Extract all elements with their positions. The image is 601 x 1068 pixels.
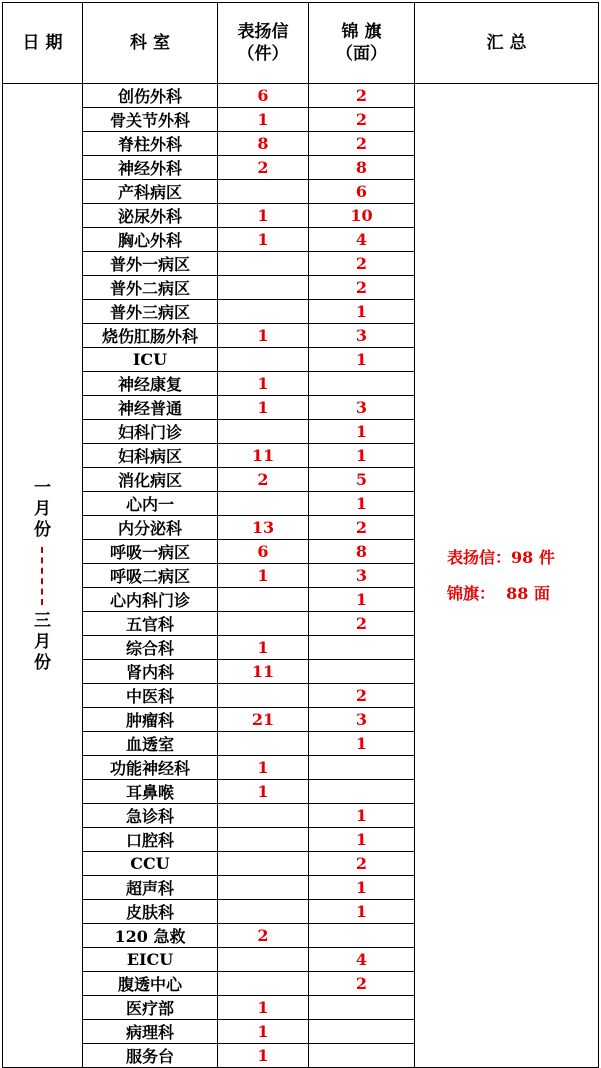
department-cell: 功能神经科 (83, 756, 218, 780)
table-row (3, 84, 599, 108)
banners-count-cell: 3 (309, 708, 415, 732)
department-cell: 病理科 (83, 1020, 218, 1044)
letters-count-cell (218, 876, 309, 900)
letters-count-cell (218, 732, 309, 756)
letters-count-cell (218, 276, 309, 300)
banners-count-cell (309, 756, 415, 780)
department-cell: 心内科门诊 (83, 588, 218, 612)
period-start-char: 月 (34, 498, 51, 519)
department-cell: 普外二病区 (83, 276, 218, 300)
letters-count-cell: 1 (218, 108, 309, 132)
department-cell: 心内一 (83, 492, 218, 516)
department-cell: 呼吸一病区 (83, 540, 218, 564)
header-banners-title: 锦 旗 (341, 22, 382, 42)
banners-count-cell: 1 (309, 444, 415, 468)
period-end-char: 份 (34, 652, 51, 673)
letters-count-cell (218, 492, 309, 516)
banners-count-cell (309, 636, 415, 660)
banners-count-cell: 2 (309, 84, 415, 108)
banners-count-cell (309, 1020, 415, 1044)
banners-count-cell: 2 (309, 276, 415, 300)
department-cell: 妇科病区 (83, 444, 218, 468)
header-banners-unit: （面） (336, 44, 387, 64)
department-cell: 急诊科 (83, 804, 218, 828)
letters-count-cell: 1 (218, 396, 309, 420)
letters-count-cell: 8 (218, 132, 309, 156)
department-cell: 医疗部 (83, 996, 218, 1020)
banners-count-cell (309, 924, 415, 948)
summary-cell (415, 84, 599, 1068)
letters-count-cell (218, 684, 309, 708)
banners-count-cell: 1 (309, 492, 415, 516)
letters-count-cell: 1 (218, 324, 309, 348)
date-range-cell (3, 84, 83, 1068)
department-cell: 耳鼻喉 (83, 780, 218, 804)
banners-count-cell: 2 (309, 252, 415, 276)
period-end-char: 月 (34, 631, 51, 652)
letters-count-cell: 1 (218, 1020, 309, 1044)
banners-count-cell (309, 780, 415, 804)
department-cell: 创伤外科 (83, 84, 218, 108)
banners-count-cell: 1 (309, 900, 415, 924)
banners-count-cell (309, 996, 415, 1020)
department-cell: 普外一病区 (83, 252, 218, 276)
banners-count-cell: 8 (309, 540, 415, 564)
department-cell: 消化病区 (83, 468, 218, 492)
department-cell: 血透室 (83, 732, 218, 756)
banners-count-cell: 4 (309, 228, 415, 252)
table-body (3, 84, 599, 1068)
letters-count-cell (218, 612, 309, 636)
letters-count-cell (218, 348, 309, 372)
letters-count-cell (218, 804, 309, 828)
department-cell: 产科病区 (83, 180, 218, 204)
banners-count-cell: 1 (309, 348, 415, 372)
banners-count-cell: 2 (309, 972, 415, 996)
letters-count-cell (218, 828, 309, 852)
banners-count-cell: 2 (309, 516, 415, 540)
banners-count-cell: 3 (309, 564, 415, 588)
department-cell: 五官科 (83, 612, 218, 636)
department-cell: 内分泌科 (83, 516, 218, 540)
department-cell: 肾内科 (83, 660, 218, 684)
header-banners (309, 3, 415, 84)
letters-count-cell (218, 972, 309, 996)
letters-count-cell (218, 300, 309, 324)
department-cell: EICU (83, 948, 218, 972)
banners-count-cell (309, 1044, 415, 1068)
department-cell: 神经普通 (83, 396, 218, 420)
summary-banners-total: 锦旗： 88 面 (447, 583, 550, 603)
letters-count-cell (218, 252, 309, 276)
banners-count-cell: 6 (309, 180, 415, 204)
banners-count-cell: 10 (309, 204, 415, 228)
letters-count-cell: 11 (218, 660, 309, 684)
header-department: 科 室 (83, 3, 218, 84)
summary-letters-total: 表扬信：98 件 (447, 547, 555, 567)
department-cell: 超声科 (83, 876, 218, 900)
department-cell: 神经外科 (83, 156, 218, 180)
banners-count-cell: 1 (309, 876, 415, 900)
department-cell: 120 急救 (83, 924, 218, 948)
period-start-char: 一 (34, 477, 51, 498)
banners-count-cell: 2 (309, 612, 415, 636)
department-cell: 服务台 (83, 1044, 218, 1068)
department-cell: ICU (83, 348, 218, 372)
banners-count-cell: 2 (309, 684, 415, 708)
commendation-table (2, 2, 599, 1068)
department-cell: 肿瘤科 (83, 708, 218, 732)
banners-count-cell: 2 (309, 108, 415, 132)
letters-count-cell: 1 (218, 636, 309, 660)
department-cell: 呼吸二病区 (83, 564, 218, 588)
letters-count-cell: 2 (218, 468, 309, 492)
letters-count-cell: 6 (218, 540, 309, 564)
department-cell: 综合科 (83, 636, 218, 660)
header-letters-title: 表扬信 (237, 22, 289, 42)
department-cell: 妇科门诊 (83, 420, 218, 444)
period-start-char: 份 (34, 519, 51, 540)
letters-count-cell: 13 (218, 516, 309, 540)
department-cell: 烧伤肛肠外科 (83, 324, 218, 348)
department-cell: CCU (83, 852, 218, 876)
department-cell: 胸心外科 (83, 228, 218, 252)
banners-count-cell: 3 (309, 396, 415, 420)
letters-count-cell (218, 180, 309, 204)
letters-count-cell: 1 (218, 756, 309, 780)
period-end-char: 三 (34, 610, 51, 631)
letters-count-cell: 1 (218, 372, 309, 396)
banners-count-cell: 5 (309, 468, 415, 492)
letters-count-cell: 1 (218, 996, 309, 1020)
banners-count-cell: 1 (309, 420, 415, 444)
banners-count-cell (309, 372, 415, 396)
department-cell: 脊柱外科 (83, 132, 218, 156)
letters-count-cell: 21 (218, 708, 309, 732)
date-range-text (34, 478, 51, 674)
letters-count-cell: 1 (218, 204, 309, 228)
range-dash (41, 547, 45, 605)
department-cell: 腹透中心 (83, 972, 218, 996)
letters-count-cell (218, 588, 309, 612)
header-row (3, 3, 599, 84)
banners-count-cell: 2 (309, 852, 415, 876)
letters-count-cell (218, 948, 309, 972)
banners-count-cell: 1 (309, 804, 415, 828)
department-cell: 骨关节外科 (83, 108, 218, 132)
letters-count-cell: 2 (218, 156, 309, 180)
banners-count-cell: 1 (309, 588, 415, 612)
banners-count-cell: 1 (309, 300, 415, 324)
letters-count-cell (218, 852, 309, 876)
banners-count-cell (309, 660, 415, 684)
letters-count-cell: 1 (218, 228, 309, 252)
department-cell: 神经康复 (83, 372, 218, 396)
letters-count-cell: 1 (218, 1044, 309, 1068)
banners-count-cell: 4 (309, 948, 415, 972)
header-summary: 汇 总 (415, 3, 599, 84)
banners-count-cell: 1 (309, 732, 415, 756)
letters-count-cell (218, 900, 309, 924)
header-letters (218, 3, 309, 84)
banners-count-cell: 8 (309, 156, 415, 180)
letters-count-cell: 11 (218, 444, 309, 468)
header-date: 日 期 (3, 3, 83, 84)
department-cell: 中医科 (83, 684, 218, 708)
banners-count-cell: 2 (309, 132, 415, 156)
letters-count-cell: 1 (218, 564, 309, 588)
header-letters-unit: （件） (237, 44, 289, 64)
banners-count-cell: 1 (309, 828, 415, 852)
letters-count-cell: 2 (218, 924, 309, 948)
banners-count-cell: 3 (309, 324, 415, 348)
department-cell: 口腔科 (83, 828, 218, 852)
letters-count-cell: 6 (218, 84, 309, 108)
letters-count-cell: 1 (218, 780, 309, 804)
letters-count-cell (218, 420, 309, 444)
department-cell: 皮肤科 (83, 900, 218, 924)
department-cell: 泌尿外科 (83, 204, 218, 228)
department-cell: 普外三病区 (83, 300, 218, 324)
